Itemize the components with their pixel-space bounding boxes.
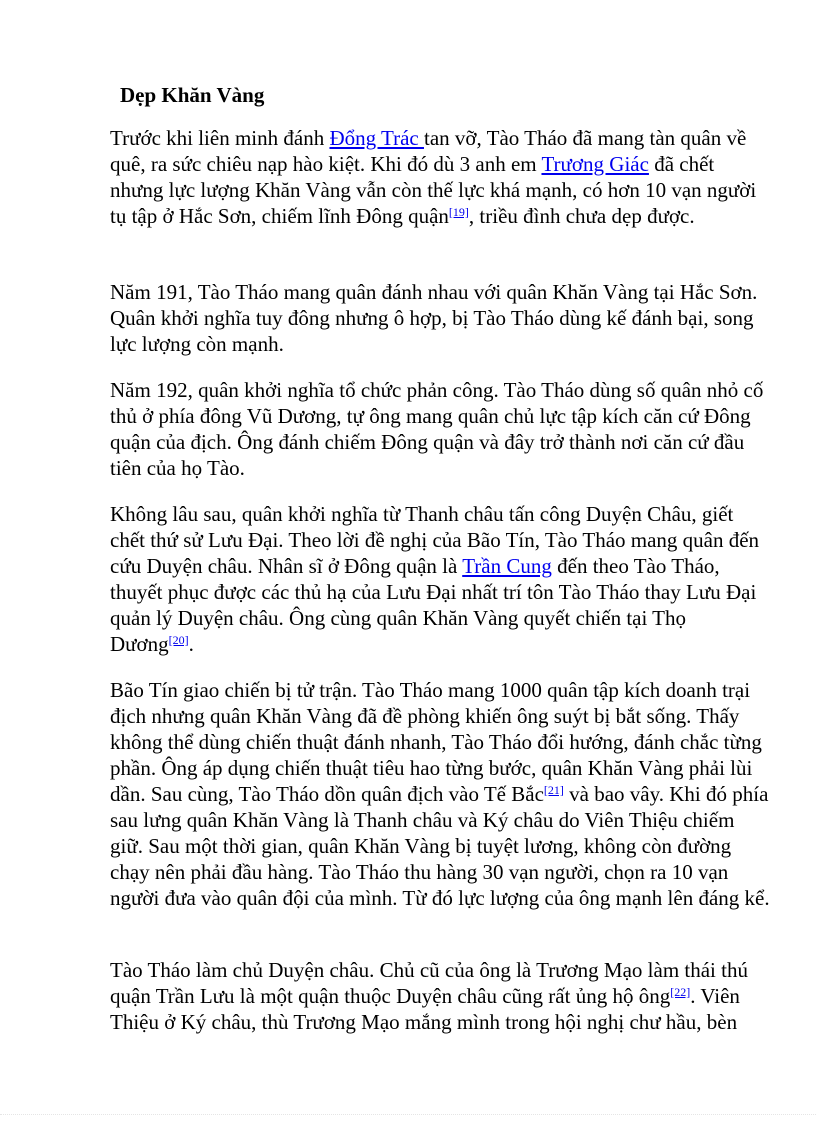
text: . Viên Thiệu ở Ký châu, thù Trương Mạo mắng mình trong hội nghị chư hầu, bèn	[110, 984, 740, 1034]
text: .	[188, 632, 194, 656]
link-tran-cung[interactable]: Trần Cung	[462, 554, 552, 578]
paragraph-6	[110, 957, 770, 1035]
page-bottom-divider	[0, 1114, 816, 1115]
text: , triều đình chưa dẹp được.	[468, 204, 695, 228]
footnote-ref	[169, 633, 189, 647]
section-heading: Dẹp Khăn Vàng	[120, 83, 265, 107]
footnote-ref	[670, 985, 690, 999]
text: Trước khi liên minh đánh	[110, 126, 330, 150]
footnote-19-link[interactable]: [19]	[448, 205, 469, 219]
text: Năm 191, Tào Tháo mang quân đánh nhau với quân Khăn Vàng tại Hắc Sơn. Quân khởi nghĩa tuy đông nhưng ô hợp, bị Tào Tháo dùng kế đánh bại, song lực lượng còn mạnh.	[110, 280, 758, 356]
link-dong-trac[interactable]: Đổng Trác	[329, 126, 424, 150]
paragraph-3	[110, 377, 770, 481]
text: đã chết nhưng lực lượng Khăn Vàng vẫn còn thế lực khá mạnh, có hơn 10 vạn người tụ tập ở Hắc Sơn, chiếm lĩnh Đông quận	[110, 152, 757, 228]
paragraph-2	[110, 279, 770, 357]
text: và bao vây. Khi đó phía sau lưng quân Khăn Vàng là Thanh châu và Ký châu do Viên Thiệu chiếm giữ. Sau một thời gian, quân Khăn Vàng bị tuyệt lương, không còn đường chạy nên phải đầu hàng. Tào Tháo thu hàng 30 vạn người, chọn ra 10 vạn người đưa vào quân đội của mình. Từ đó lực lượng của ông mạnh lên đáng kể.	[110, 782, 770, 910]
text: đến theo Tào Tháo, thuyết phục được các thủ hạ của Lưu Đại nhất trí tôn Tào Tháo thay Lưu Đại quản lý Duyện châu. Ông cùng quân Khăn Vàng quyết chiến tại Thọ Dương	[110, 554, 757, 656]
footnote-ref	[544, 783, 564, 797]
text: tan vỡ, Tào Tháo đã mang tàn quân về quê, ra sức chiêu nạp hào kiệt. Khi đó dù 3 anh em	[110, 126, 747, 176]
footnote-20-link[interactable]: [20]	[168, 633, 189, 647]
link-truong-giac[interactable]: Trương Giác	[541, 152, 649, 176]
paragraph-1	[110, 125, 770, 229]
footnote-22-link[interactable]: [22]	[670, 985, 691, 999]
text: Tào Tháo làm chủ Duyện châu. Chủ cũ của ông là Trương Mạo làm thái thú quận Trần Lưu là một quận thuộc Duyện châu cũng rất ủng hộ ông	[110, 958, 748, 1008]
footnote-21-link[interactable]: [21]	[543, 783, 564, 797]
text: Bão Tín giao chiến bị tử trận. Tào Tháo mang 1000 quân tập kích doanh trại địch nhưng quân Khăn Vàng đã đề phòng khiến ông suýt bị bắt sống. Thấy không thể dùng chiến thuật đánh nhanh, Tào Tháo đổi hướng, đánh chắc từng phần. Ông áp dụng chiến thuật tiêu hao từng bước, quân Khăn Vàng phải lùi dần. Sau cùng, Tào Tháo dồn quân địch vào Tế Bắc	[110, 678, 762, 806]
text: Không lâu sau, quân khởi nghĩa từ Thanh châu tấn công Duyện Châu, giết chết thứ sử Lưu Đại. Theo lời đề nghị của Bão Tín, Tào Tháo mang quân đến cứu Duyện châu. Nhân sĩ ở Đông quận là	[110, 502, 760, 578]
footnote-ref	[449, 205, 469, 219]
paragraph-4	[110, 501, 770, 657]
paragraph-5	[110, 677, 770, 911]
text: Năm 192, quân khởi nghĩa tổ chức phản công. Tào Tháo dùng số quân nhỏ cố thủ ở phía đông Vũ Dương, tự ông mang quân chủ lực tập kích căn cứ Đông quận của địch. Ông đánh chiếm Đông quận và đây trở thành nơi căn cứ đầu tiên của họ Tào.	[110, 378, 764, 480]
